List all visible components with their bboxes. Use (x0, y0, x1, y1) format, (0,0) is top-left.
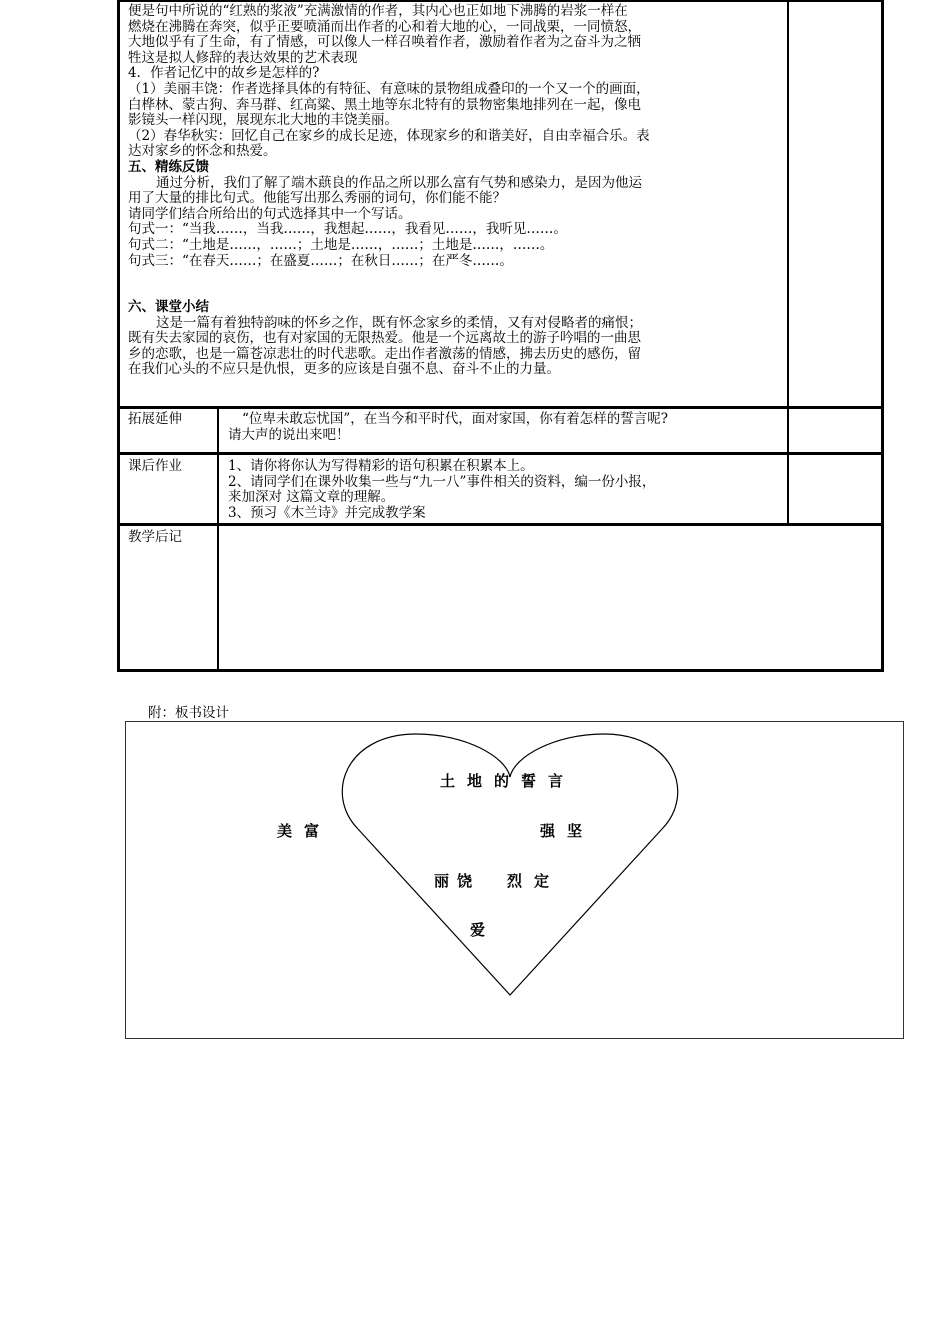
text-line: “位卑未敢忘忧国”，在当今和平时代，面对家国，你有着怎样的誓言呢? (242, 411, 669, 427)
text-line: 3、预习《木兰诗》并完成教学案 (228, 504, 426, 521)
left-words: 美富 (277, 822, 332, 840)
table-border-left (117, 0, 120, 672)
lesson-plan-table (117, 0, 884, 672)
row-label-reflection: 教学后记 (128, 529, 182, 545)
table-border-top (117, 0, 884, 2)
mid-words-left: 丽饶 (434, 872, 481, 890)
text-line: 请大声的说出来吧！ (228, 426, 350, 443)
row-divider (117, 523, 884, 526)
text-line: 牲这是拟人修辞的表达效果的艺术表现 (128, 49, 358, 66)
table-divider-right (787, 0, 789, 525)
text-line: 影镜头一样闪现，展现东北大地的丰饶美丽。 (128, 112, 398, 129)
main-cell-content (128, 4, 650, 378)
text-line: 便是句中所说的“红熟的浆液”充满激情的作者，其内心也正如地下沸腾的岩浆一样在 (128, 3, 628, 19)
text-line: （1）美丽丰饶：作者选择具体的有特征、有意味的景物组成叠印的一个又一个的画面， (128, 80, 650, 97)
heart-title: 土地的誓言 (440, 772, 576, 790)
right-words: 强坚 (540, 822, 595, 840)
text-line: 通过分析，我们了解了端木蕻良的作品之所以那么富有气势和感染力，是因为他运 (156, 174, 642, 191)
row-label-extension: 拓展延伸 (128, 411, 182, 427)
row-label-homework: 课后作业 (128, 458, 182, 474)
text-line: 达对家乡的怀念和热爱。 (128, 143, 277, 160)
text-line: 2、请同学们在课外收集一些与“九一八”事件相关的资料，编一份小报， (228, 473, 656, 490)
text-line: 大地似乎有了生命，有了情感，可以像人一样召唤着作者，激励着作者为之奋斗为之牺 (128, 34, 641, 51)
text-line: 这是一篇有着独特韵味的怀乡之作，既有怀念家乡的柔情，又有对侵略者的痛恨； (156, 314, 642, 331)
text-line: 请同学们结合所给出的句式选择其中一个写话。 (128, 205, 412, 222)
mid-words-right: 烈定 (507, 872, 562, 890)
section-title: 六、课堂小结 (128, 299, 209, 316)
table-border-right (881, 0, 884, 672)
text-line: 句式一：“当我……，当我……，我想起……，我看见……，我听见……。 (128, 221, 567, 238)
row-divider (117, 452, 884, 455)
text-line: 在我们心头的不应只是仇恨，更多的应该是自强不息、奋斗不止的力量。 (128, 361, 560, 378)
text-line: 燃烧在沸腾在奔突，似乎正要喷涌而出作者的心和着大地的心，一同战栗，一同愤怒， (128, 18, 641, 35)
text-line: 既有失去家园的哀伤，也有对家国的无限热爱。他是一个远离故土的游子吟唱的一曲思 (128, 330, 641, 347)
homework-content (228, 459, 655, 521)
bottom-word: 爱 (470, 921, 498, 939)
text-line: 1、请你将你认为写得精彩的语句积累在积累本上。 (228, 458, 534, 474)
section-title: 五、精练反馈 (128, 158, 209, 175)
appendix-label: 附：板书设计 (148, 705, 229, 721)
text-line: 白桦林、蒙古狗、奔马群、红高粱、黑土地等东北特有的景物密集地排列在一起，像电 (128, 96, 641, 113)
text-line: 句式三：“在春天……；在盛夏……；在秋日……；在严冬……。 (128, 252, 513, 269)
row-divider (117, 406, 884, 409)
extension-content (228, 412, 668, 443)
blackboard-design (125, 721, 904, 1039)
text-line: 来加深对 这篇文章的理解。 (228, 489, 395, 506)
table-border-bottom (117, 669, 884, 672)
text-line: 用了大量的排比句式。他能写出那么秀丽的词句，你们能不能？ (128, 190, 506, 207)
table-divider-label (217, 407, 219, 672)
text-line: （2）春华秋实：回忆自己在家乡的成长足迹，体现家乡的和谐美好，自由幸福合乐。表 (128, 127, 650, 144)
text-line: 4．作者记忆中的故乡是怎样的? (128, 65, 320, 82)
text-line: 句式二：“土地是……，……；土地是……，……；土地是……，……。 (128, 236, 554, 253)
text-line: 乡的恋歌，也是一篇苍凉悲壮的时代悲歌。走出作者激荡的情感，拂去历史的感伤，留 (128, 345, 641, 362)
